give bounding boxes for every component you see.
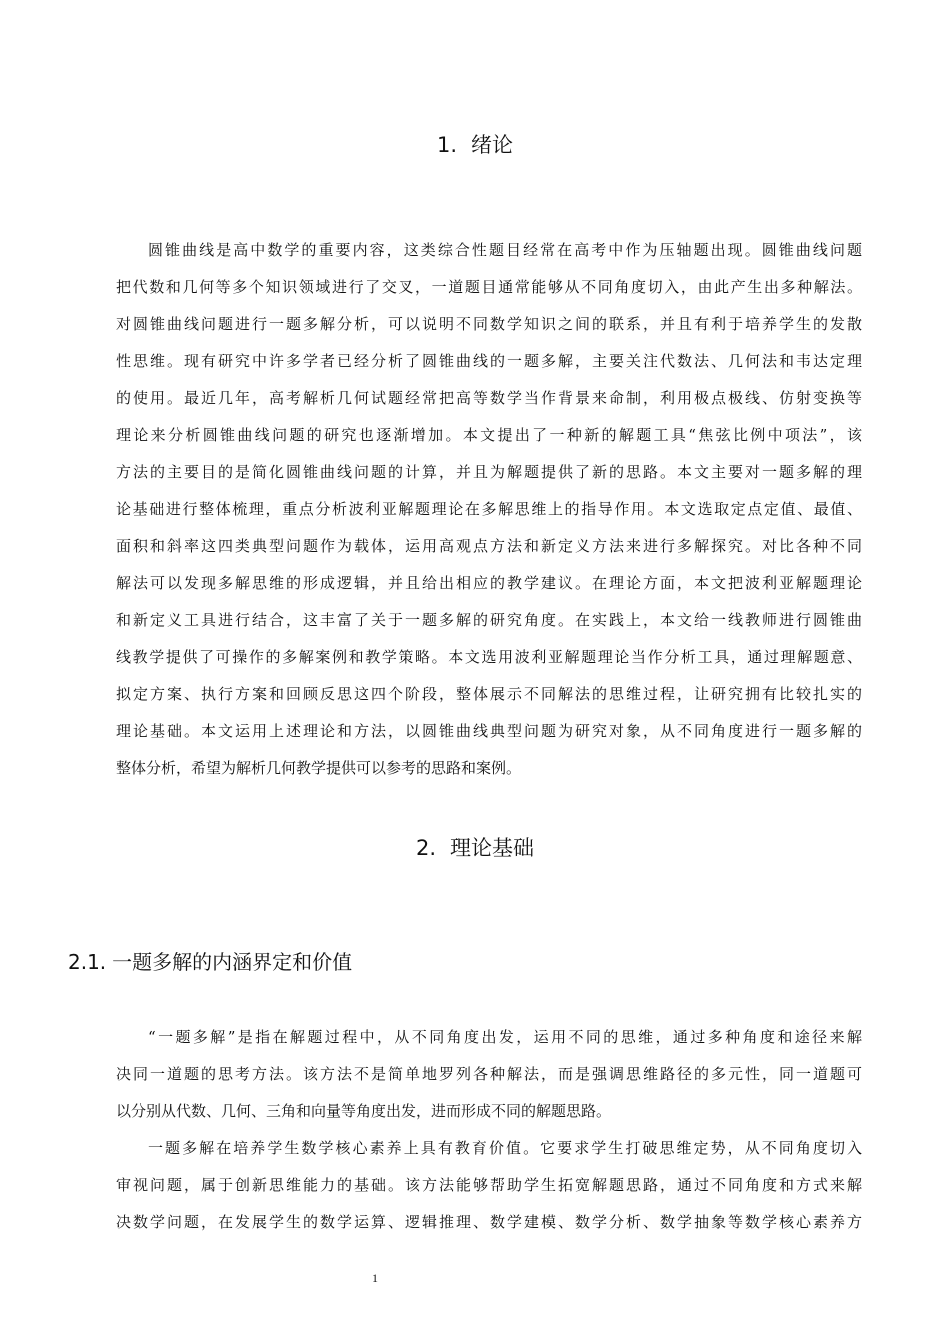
paragraph-line: “一题多解”是指在解题过程中，从不同角度出发，运用不同的思维，通过多种角度和途径来解 <box>148 1028 862 1046</box>
paragraph-line: 方法的主要目的是简化圆锥曲线问题的计算，并且为解题提供了新的思路。本文主要对一题多解的理 <box>116 463 862 481</box>
section-number: 2. <box>415 836 437 860</box>
paragraph-line: 性思维。现有研究中许多学者已经分析了圆锥曲线的一题多解，主要关注代数法、几何法和韦达定理 <box>116 352 862 370</box>
paragraph-line: 论基础进行整体梳理，重点分析波利亚解题理论在多解思维上的指导作用。本文选取定点定值、最值、 <box>116 500 862 518</box>
paragraph-line: 和新定义工具进行结合，这丰富了关于一题多解的研究角度。在实践上，本文给一线教师进行圆锥曲 <box>116 611 862 629</box>
definition-paragraph <box>116 1019 862 1130</box>
paragraph-line: 圆锥曲线是高中数学的重要内容，这类综合性题目经常在高考中作为压轴题出现。圆锥曲线问题 <box>148 241 862 259</box>
section-1-heading <box>0 129 950 159</box>
paragraph-line: 以分别从代数、几何、三角和向量等角度出发，进而形成不同的解题思路。 <box>116 1102 612 1120</box>
section-title: 理论基础 <box>450 836 535 860</box>
paragraph-line: 解法可以发现多解思维的形成逻辑，并且给出相应的教学建议。在理论方面，本文把波利亚解题理论 <box>116 574 862 592</box>
paragraph-line: 理论来分析圆锥曲线问题的研究也逐渐增加。本文提出了一种新的解题工具“焦弦比例中项法”，该 <box>116 426 862 444</box>
section-2-heading <box>0 832 950 862</box>
paragraph-line: 一题多解在培养学生数学核心素养上具有教育价值。它要求学生打破思维定势，从不同角度切入 <box>148 1139 862 1157</box>
section-number: 1. <box>436 133 458 157</box>
paragraph-line: 面积和斜率这四类典型问题作为载体，运用高观点方法和新定义方法来进行多解探究。对比各种不同 <box>116 537 862 555</box>
section-number: 2.1. <box>68 950 107 974</box>
value-paragraph <box>116 1130 862 1241</box>
paragraph-line: 线教学提供了可操作的多解案例和教学策略。本文选用波利亚解题理论当作分析工具，通过理解题意、 <box>116 648 862 666</box>
section-2-1-heading <box>68 946 352 975</box>
paragraph-line: 决同一道题的思考方法。该方法不是简单地罗列各种解法，而是强调思维路径的多元性，同一道题可 <box>116 1065 862 1083</box>
paragraph-line: 的使用。最近几年，高考解析几何试题经常把高等数学当作背景来命制，利用极点极线、仿射变换等 <box>116 389 862 407</box>
paragraph-line: 审视问题，属于创新思维能力的基础。该方法能够帮助学生拓宽解题思路，通过不同角度和方式来解 <box>116 1176 862 1194</box>
intro-paragraph <box>116 232 862 787</box>
section-title: 一题多解的内涵界定和价值 <box>112 950 353 974</box>
paragraph-line: 决数学问题，在发展学生的数学运算、逻辑推理、数学建模、数学分析、数学抽象等数学核心素养方 <box>116 1213 862 1231</box>
page-number: 1 <box>372 1271 378 1285</box>
paragraph-line: 整体分析，希望为解析几何教学提供可以参考的思路和案例。 <box>116 759 522 777</box>
paragraph-line: 理论基础。本文运用上述理论和方法，以圆锥曲线典型问题为研究对象，从不同角度进行一题多解的 <box>116 722 862 740</box>
paragraph-line: 对圆锥曲线问题进行一题多解分析，可以说明不同数学知识之间的联系，并且有利于培养学生的发散 <box>116 315 862 333</box>
section-title: 绪论 <box>471 133 514 157</box>
paragraph-line: 把代数和几何等多个知识领域进行了交叉，一道题目通常能够从不同角度切入，由此产生出多种解法。 <box>116 278 862 296</box>
paragraph-line: 拟定方案、执行方案和回顾反思这四个阶段，整体展示不同解法的思维过程，让研究拥有比较扎实的 <box>116 685 862 703</box>
